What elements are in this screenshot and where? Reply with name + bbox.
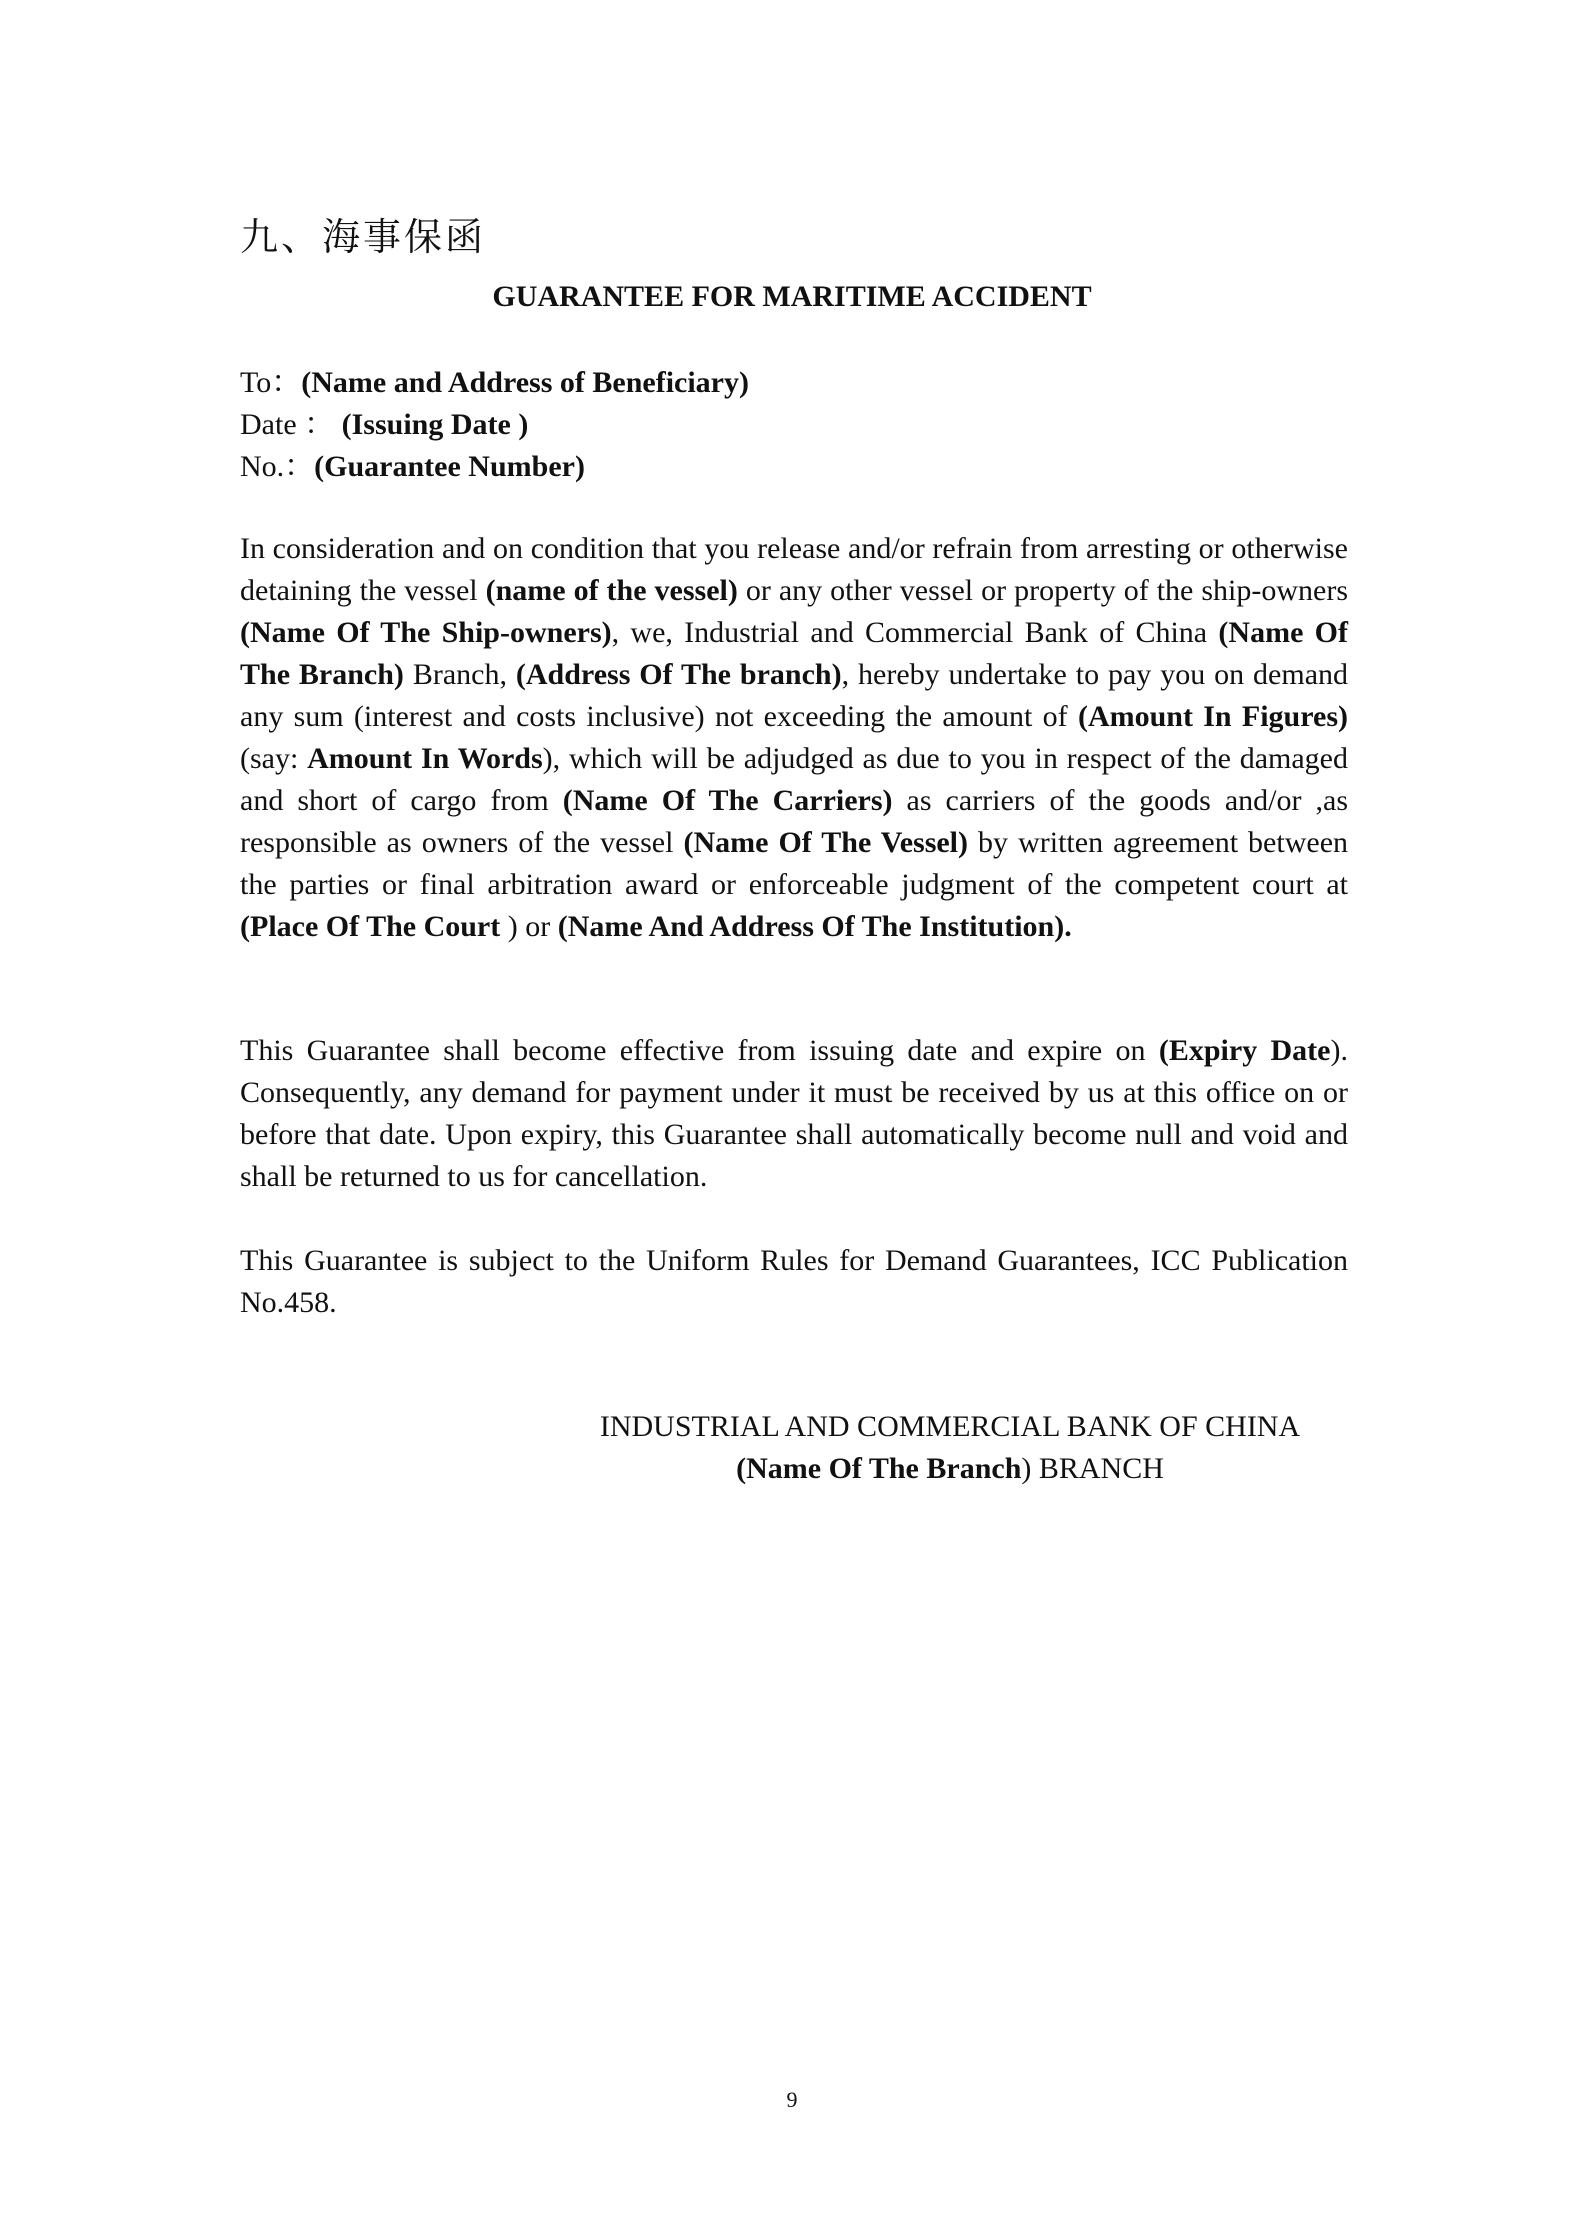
page-number: 9 <box>786 2087 798 2112</box>
to-line <box>240 362 1348 404</box>
branch-placeholder: (Name Of The Branch <box>736 1452 1022 1485</box>
p1-text: , we, Industrial and Commercial Bank of China <box>611 616 1219 649</box>
p1-text: or any other vessel or property of the ship-owners <box>737 574 1348 607</box>
p1-text: ) or <box>500 910 558 943</box>
to-value: (Name and Address of Beneficiary) <box>301 366 749 399</box>
p1-vessel-name: (name of the vessel) <box>485 574 738 607</box>
p1-vessel-name-2: (Name Of The Vessel) <box>683 826 969 859</box>
p2-text: This Guarantee shall become effective from issuing date and expire on <box>240 1034 1159 1067</box>
consideration-paragraph <box>240 528 1348 948</box>
p1-text: ), which will be adjudged as due to you in respect of the damaged and short of cargo from <box>240 742 1348 817</box>
address-block <box>240 362 1348 488</box>
to-label: To： <box>240 366 302 399</box>
number-line <box>240 446 1348 488</box>
signature-block <box>560 1406 1340 1490</box>
p1-branch-address: (Address Of The branch) <box>515 658 842 691</box>
validity-paragraph <box>240 1030 1348 1198</box>
number-label: No.： <box>240 450 315 483</box>
bank-name: INDUSTRIAL AND COMMERCIAL BANK OF CHINA <box>599 1410 1301 1443</box>
p2-expiry-date: (Expiry Date <box>1158 1034 1331 1067</box>
p1-amount-words: Amount In Words <box>307 742 543 775</box>
p1-text: In consideration and on condition that you release and/or refrain from arresting or otherwise detaining the vessel <box>240 532 1348 607</box>
date-value: (Issuing Date ) <box>341 408 529 441</box>
p1-text: by written agreement between the parties or final arbitration award or enforceable judgment of the competent court at <box>240 826 1349 901</box>
p1-text: (say: <box>240 742 308 775</box>
p1-text: as carriers of the goods and/or ,as responsible as owners of the vessel <box>240 784 1348 859</box>
date-line <box>240 404 1348 446</box>
p1-text: Branch, <box>403 658 516 691</box>
p1-text: , hereby undertake to pay you on demand any sum (interest and costs inclusive) not exceeding the amount of <box>240 658 1349 733</box>
p1-institution: (Name And Address Of The Institution). <box>557 910 1072 943</box>
p1-court-place: (Place Of The Court <box>240 910 501 943</box>
p1-branch-name: (Name Of The Branch) <box>240 616 1348 691</box>
branch-suffix: ) BRANCH <box>1021 1452 1164 1485</box>
p1-amount-figures: (Amount In Figures) <box>1077 700 1348 733</box>
number-value: (Guarantee Number) <box>314 450 585 483</box>
p2-text: ). Consequently, any demand for payment under it must be received by us at this office on or before that date. Upon expiry, this Guarantee shall automatically become null and void and shall be returned to us for cancellation. <box>240 1034 1348 1193</box>
p1-shipowners-name: (Name Of The Ship-owners) <box>240 616 612 649</box>
document-title: GUARANTEE FOR MARITIME ACCIDENT <box>492 280 1092 313</box>
p1-carriers-name: (Name Of The Carriers) <box>562 784 893 817</box>
branch-line <box>560 1448 1340 1490</box>
rules-paragraph: This Guarantee is subject to the Uniform Rules for Demand Guarantees, ICC Publication No.458. <box>240 1244 1348 1319</box>
date-label: Date ： <box>240 408 335 441</box>
chinese-section-heading: 九、海事保函 <box>240 215 487 259</box>
